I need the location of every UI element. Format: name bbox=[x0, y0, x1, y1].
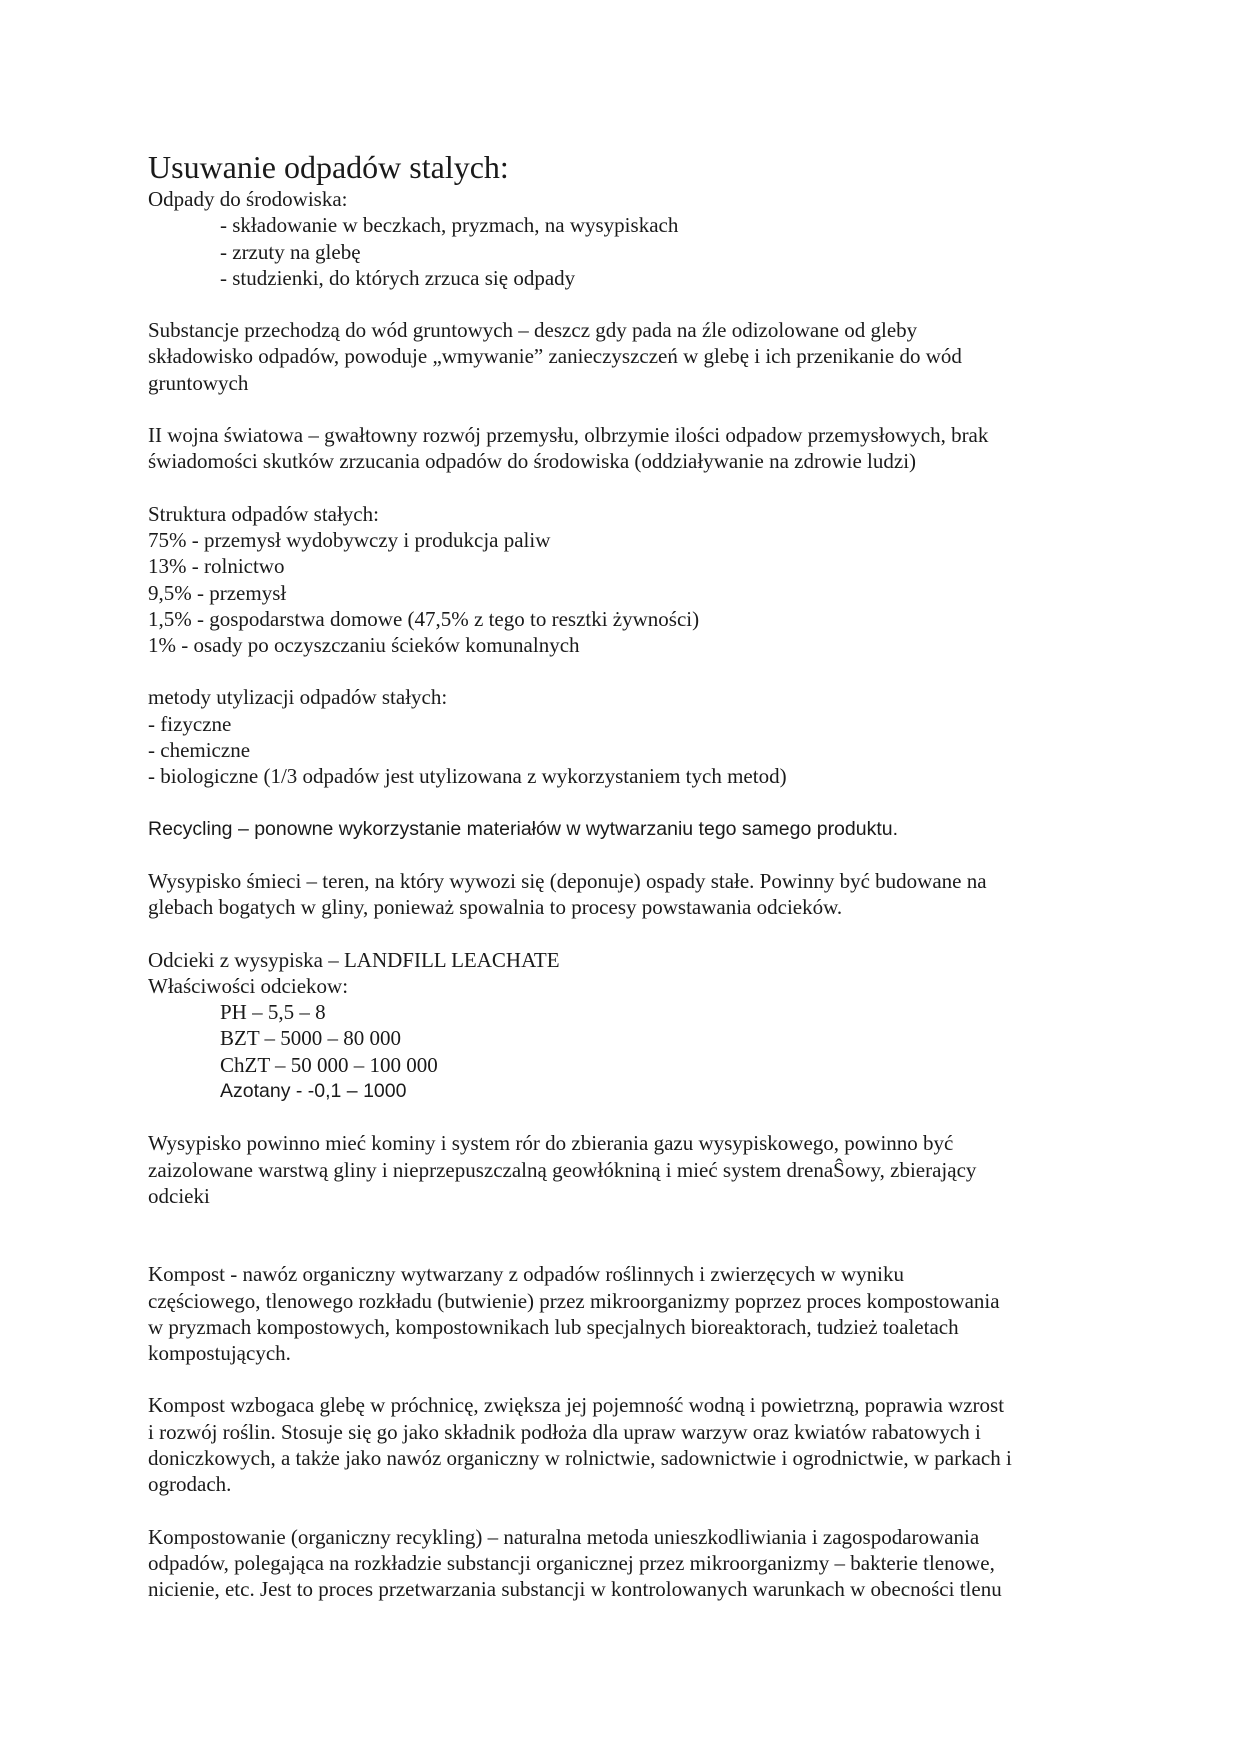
paragraph-line: Kompost wzbogaca glebę w próchnicę, zwiększa jej pojemność wodną i powietrzną, poprawia wzrost bbox=[148, 1393, 1005, 1418]
paragraph-line: świadomości skutków zrzucania odpadów do środowiska (oddziaływanie na zdrowie ludzi) bbox=[148, 449, 917, 474]
list-item: 13% - rolnictwo bbox=[148, 554, 285, 579]
compost-benefits-paragraph bbox=[148, 1392, 1098, 1497]
section-heading: Odpady do środowiska: bbox=[148, 187, 348, 211]
paragraph-line: Kompost - nawóz organiczny wytwarzany z odpadów roślinnych i zwierzęcych w wyniku bbox=[148, 1262, 904, 1287]
landfill-requirements-paragraph bbox=[148, 1130, 1098, 1209]
section-heading: Struktura odpadów stałych: bbox=[148, 501, 379, 526]
paragraph-line: Kompostowanie (organiczny recykling) – naturalna metoda unieszkodliwiania i zagospodarowania bbox=[148, 1524, 980, 1549]
paragraph-line: składowisko odpadów, powoduje „wmywanie” zanieczyszczeń w glebę i ich przenikanie do wód bbox=[148, 344, 962, 369]
paragraph-line: odcieki bbox=[148, 1183, 210, 1208]
paragraph-line: gruntowych bbox=[148, 370, 249, 395]
list-item: 75% - przemysł wydobywczy i produkcja paliw bbox=[148, 527, 551, 552]
recycling-definition bbox=[148, 816, 1098, 842]
list-item: - studzienki, do których zrzuca się odpady bbox=[220, 265, 576, 290]
paragraph-line: Substancje przechodzą do wód gruntowych – deszcz gdy pada na źle odizolowane od gleby bbox=[148, 318, 918, 343]
section-heading: Odcieki z wysypiska – LANDFILL LEACHATE bbox=[148, 947, 560, 972]
paragraph-line: glebach bogatych w gliny, ponieważ spowalnia to procesy powstawania odcieków. bbox=[148, 895, 843, 920]
list-item: Azotany - -0,1 – 1000 bbox=[220, 1080, 407, 1103]
list-item: 1% - osady po oczyszczaniu ścieków komunalnych bbox=[148, 633, 580, 658]
list-item: - fizyczne bbox=[148, 711, 232, 736]
paragraph-line: częściowego, tlenowego rozkładu (butwienie) przez mikroorganizmy poprzez proces kompostowania bbox=[148, 1288, 1000, 1313]
page-title: Usuwanie odpadów stalych: bbox=[148, 149, 509, 185]
list-item: - biologiczne (1/3 odpadów jest utylizowana z wykorzystaniem tych metod) bbox=[148, 764, 787, 789]
paragraph-line: zaizolowane warstwą gliny i nieprzepuszczalną geowłókniną i mieć system drenaŜowy, zbierający bbox=[148, 1157, 977, 1182]
paragraph-line: Wysypisko śmieci – teren, na który wywozi się (deponuje) ospady stałe. Powinny być budowane na bbox=[148, 868, 987, 893]
compost-paragraph bbox=[148, 1261, 1098, 1366]
list-item: - zrzuty na glebę bbox=[220, 239, 361, 264]
list-item: - składowanie w beczkach, pryzmach, na wysypiskach bbox=[220, 213, 679, 238]
paragraph-line: i rozwój roślin. Stosuje się go jako składnik podłoża dla upraw warzyw oraz kwiatów rabatowych i bbox=[148, 1419, 981, 1444]
paragraph-line: ogrodach. bbox=[148, 1472, 232, 1497]
paragraph-line: Recycling – ponowne wykorzystanie materiałów w wytwarzaniu tego samego produktu. bbox=[148, 817, 899, 840]
composting-paragraph bbox=[148, 1524, 1098, 1603]
paragraph-line: odpadów, polegająca na rozkładzie substancji organicznej przez mikroorganizmy – bakterie tlenowe, bbox=[148, 1550, 995, 1575]
list-item: ChZT – 50 000 – 100 000 bbox=[220, 1052, 438, 1077]
list-item: PH – 5,5 – 8 bbox=[220, 1000, 326, 1025]
list-item: 1,5% - gospodarstwa domowe (47,5% z tego to resztki żywności) bbox=[148, 606, 700, 631]
list-item: BZT – 5000 – 80 000 bbox=[220, 1026, 402, 1051]
document-content bbox=[148, 148, 1098, 1628]
groundwater-paragraph bbox=[148, 317, 1098, 396]
list-item: 9,5% - przemysł bbox=[148, 580, 287, 605]
paragraph-line: nicienie, etc. Jest to proces przetwarzania substancji w kontrolowanych warunkach w obecności tlenu bbox=[148, 1577, 1002, 1602]
leachate-section bbox=[148, 947, 1098, 1105]
paragraph-line: w pryzmach kompostowych, kompostownikach lub specjalnych bioreaktorach, tudzież toaletach bbox=[148, 1314, 959, 1339]
paragraph-line: II wojna światowa – gwałtowny rozwój przemysłu, olbrzymie ilości odpadow przemysłowych, brak bbox=[148, 423, 989, 448]
section-heading: metody utylizacji odpadów stałych: bbox=[148, 685, 448, 710]
section-subheading: Właściwości odciekow: bbox=[148, 973, 349, 998]
ww2-paragraph bbox=[148, 422, 1098, 475]
paragraph-line: kompostujących. bbox=[148, 1341, 291, 1366]
paragraph-line: Wysypisko powinno mieć kominy i system rór do zbierania gazu wysypiskowego, powinno być bbox=[148, 1131, 954, 1156]
waste-to-environment-section bbox=[148, 186, 1098, 291]
landfill-paragraph bbox=[148, 868, 1098, 921]
methods-section bbox=[148, 684, 1098, 789]
spacer bbox=[148, 1235, 1098, 1261]
paragraph-line: doniczkowych, a także jako nawóz organiczny w rolnictwie, sadownictwie i ogrodnictwie, w parkach i bbox=[148, 1445, 1012, 1470]
list-item: - chemiczne bbox=[148, 738, 251, 763]
waste-structure-section bbox=[148, 501, 1098, 659]
